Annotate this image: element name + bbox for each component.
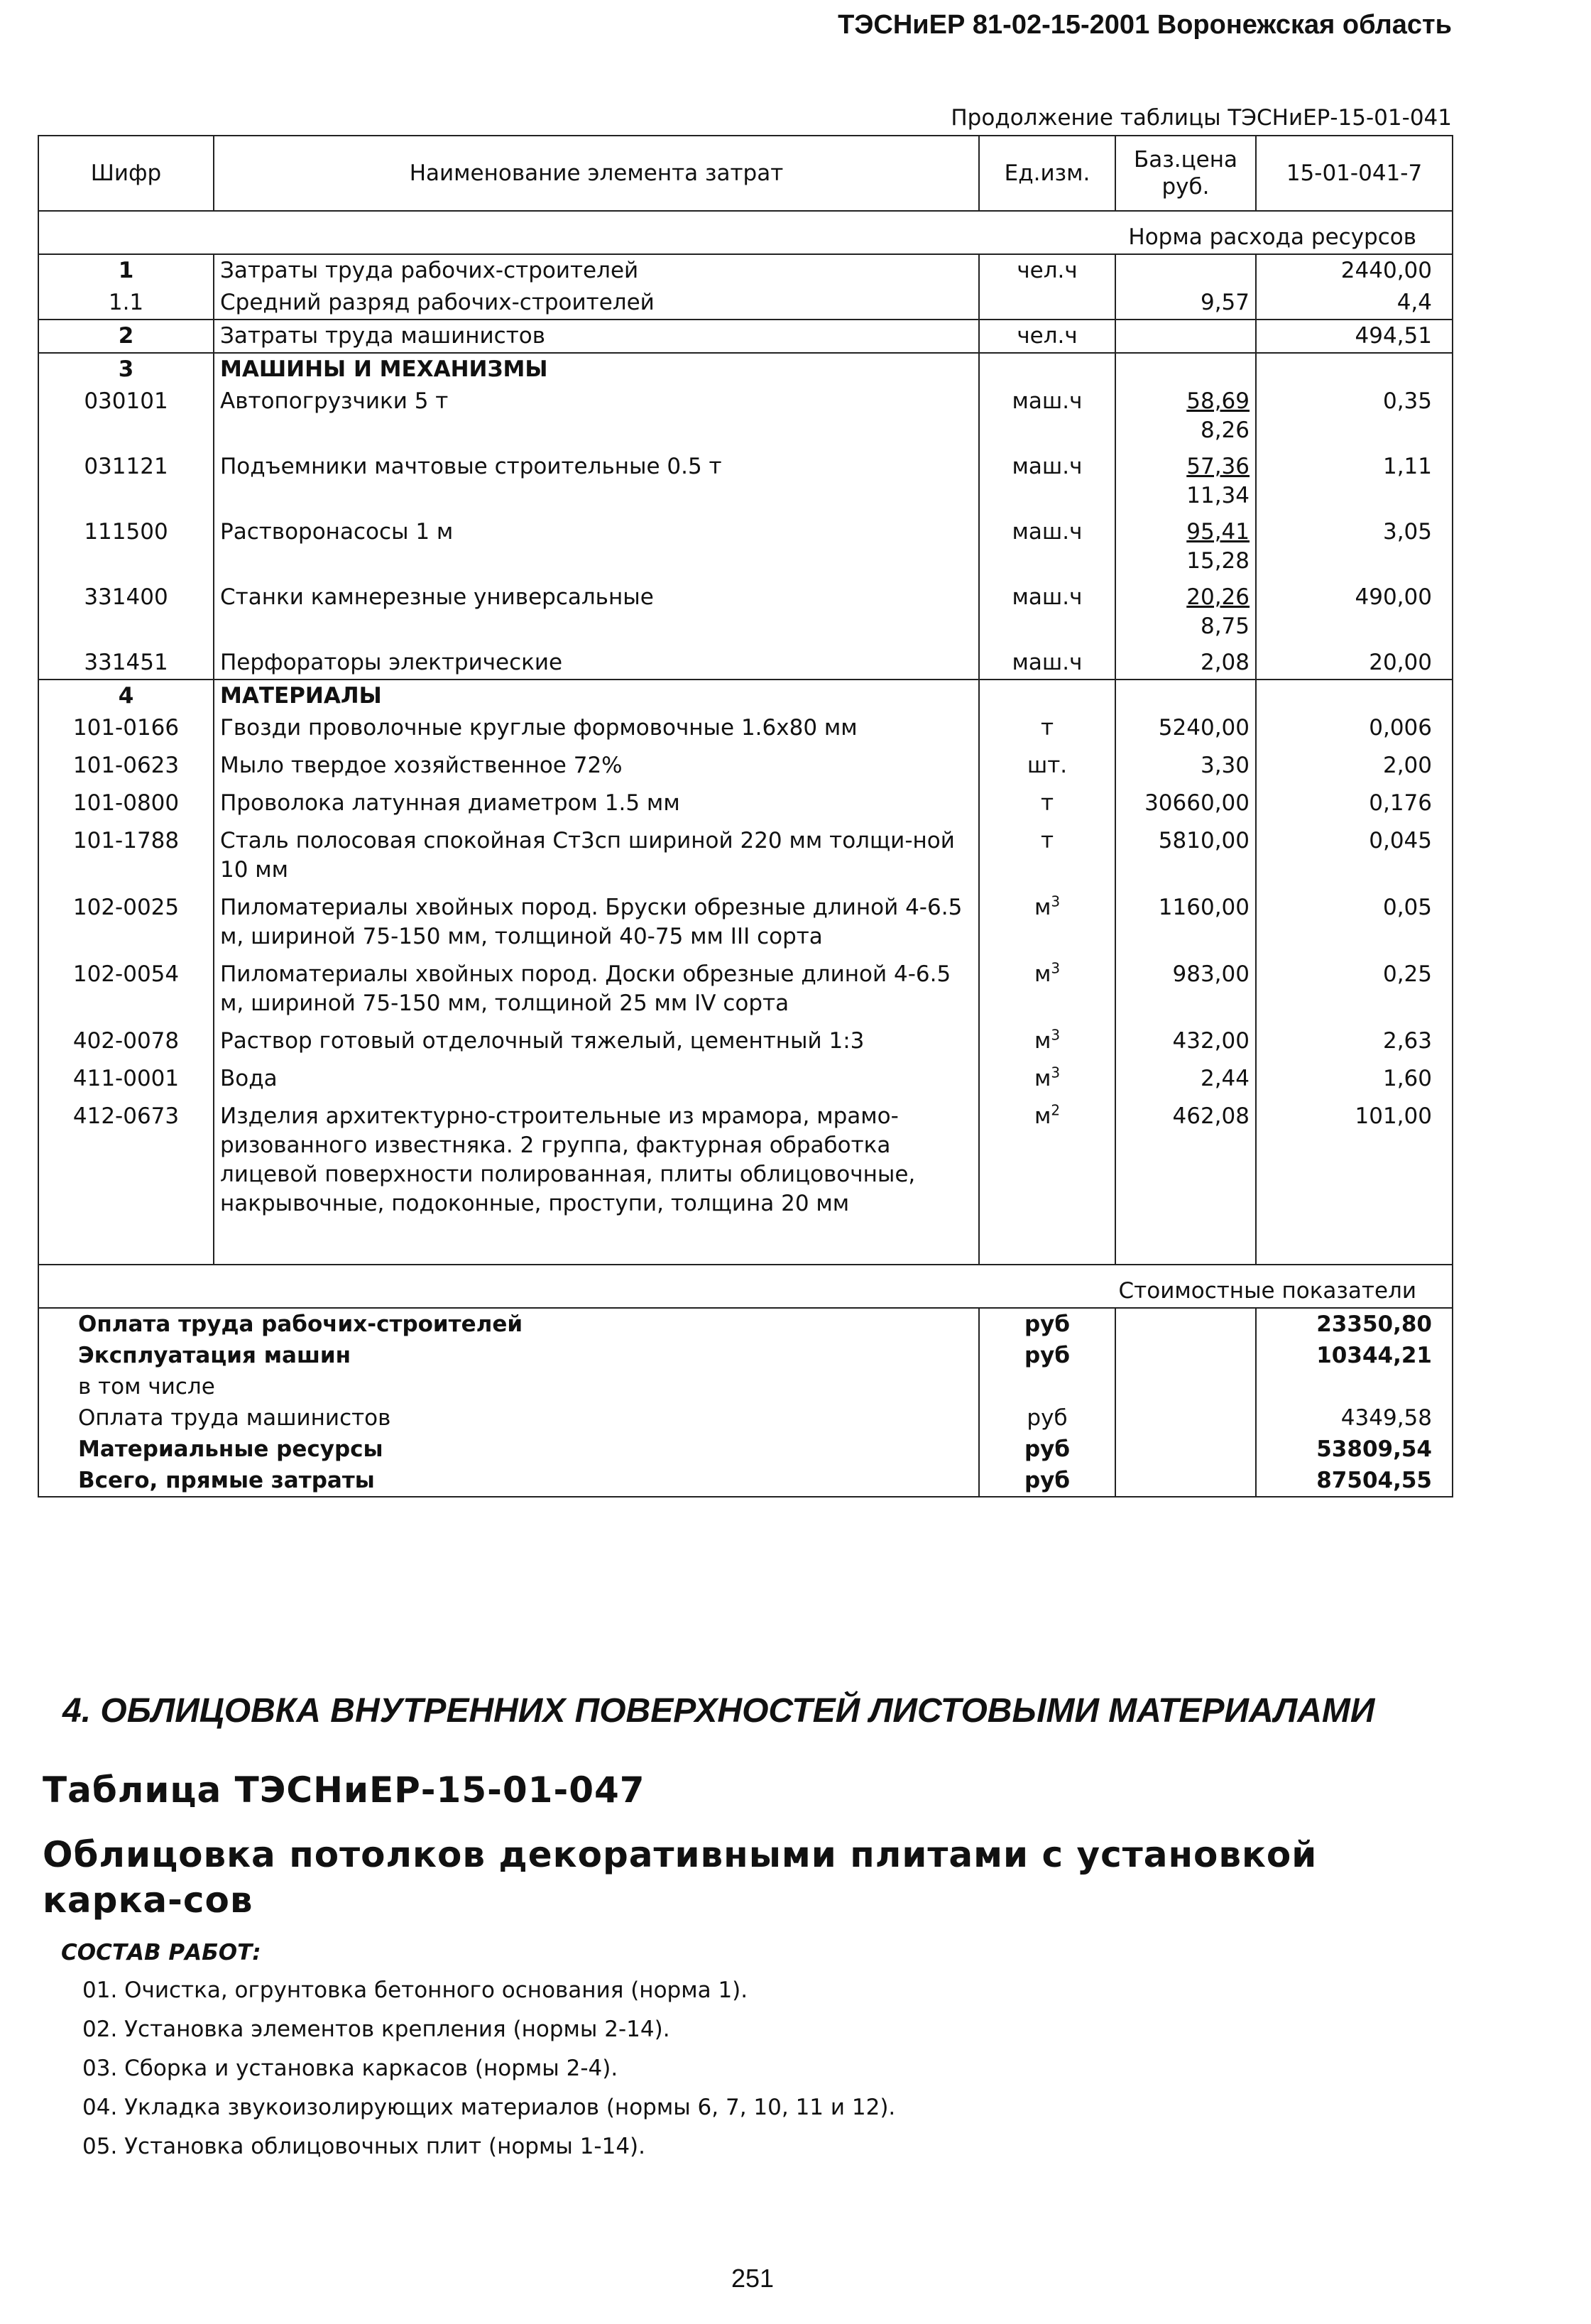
column-header-price: Баз.цена руб. [1115,136,1256,211]
row-value: 2,63 [1256,1025,1453,1063]
row-code: 031121 [38,451,214,516]
machine-price: 95,41 [1186,519,1250,545]
cost-row [38,1465,1453,1497]
cost-row [38,1434,1453,1465]
row-unit [979,1025,1115,1063]
row-unit [979,287,1115,320]
cost-value: 23350,80 [1256,1308,1453,1340]
empty-cell [1115,1308,1256,1340]
machinist-wage: 11,34 [1186,483,1250,508]
column-header-name: Наименование элемента затрат [214,136,979,211]
row-price: 462,08 [1115,1101,1256,1226]
machinist-wage: 8,75 [1200,613,1250,639]
row-name: Мыло твердое хозяйственное 72% [214,750,979,787]
row-unit: т [979,825,1115,892]
row-code: 101-0800 [38,787,214,825]
empty-cell [979,353,1115,386]
running-header: ТЭСНиЕР 81-02-15-2001 Воронежская область [838,10,1452,40]
work-item: 03. Сборка и установка каркасов (нормы 2-4). [82,2056,618,2081]
row-name: Пиломатериалы хвойных пород. Доски обрезные длиной 4-6.5 м, шириной 75-150 мм, толщиной 25 мм IV сорта [214,959,979,1025]
row-value: 0,25 [1256,959,1453,1025]
cost-unit: руб [979,1434,1115,1465]
cost-name: Оплата труда машинистов [38,1402,979,1434]
row-unit: маш.ч [979,582,1115,647]
work-item: 02. Установка элементов крепления (нормы 2-14). [82,2017,670,2042]
cost-value [1256,1371,1453,1402]
row-value: 1,60 [1256,1063,1453,1101]
row-value: 494,51 [1256,320,1453,353]
row-price [1115,451,1256,516]
row-name: Проволока латунная диаметром 1.5 мм [214,787,979,825]
row-code: 2 [38,320,214,353]
row-price: 5810,00 [1115,825,1256,892]
row-code: 101-0623 [38,750,214,787]
cost-value: 10344,21 [1256,1340,1453,1371]
machines-header-row [38,353,1453,386]
row-price: 2,08 [1115,647,1256,680]
empty-cell [979,1226,1115,1265]
row-unit-text: м [1034,895,1051,920]
row-price: 3,30 [1115,750,1256,787]
spacer-row [38,1226,1453,1265]
cost-row [38,1308,1453,1340]
row-value: 101,00 [1256,1101,1453,1226]
works-list [82,1971,895,2166]
row-unit: шт. [979,750,1115,787]
section-title: МАТЕРИАЛЫ [214,680,979,712]
table-row [38,787,1453,825]
empty-cell [38,1226,214,1265]
cost-unit: руб [979,1402,1115,1434]
row-unit: т [979,712,1115,750]
table-row [38,1101,1453,1226]
row-code: 1.1 [38,287,214,320]
row-value: 4,4 [1256,287,1453,320]
row-price: 983,00 [1115,959,1256,1025]
row-price: 5240,00 [1115,712,1256,750]
row-value: 3,05 [1256,516,1453,582]
row-unit: маш.ч [979,516,1115,582]
row-name: Подъемники мачтовые строительные 0.5 т [214,451,979,516]
empty-cell [1115,1340,1256,1371]
table-row [38,825,1453,892]
column-header-unit: Ед.изм. [979,136,1115,211]
row-name: Затраты труда рабочих-строителей [214,254,979,287]
cost-unit [979,1371,1115,1402]
machine-price: 20,26 [1186,584,1250,610]
table-header-row [38,136,1453,211]
row-price [1115,582,1256,647]
row-code: 030101 [38,386,214,451]
row-value: 1,11 [1256,451,1453,516]
row-name: Перфораторы электрические [214,647,979,680]
row-unit [979,1063,1115,1101]
row-code: 402-0078 [38,1025,214,1063]
cost-unit: руб [979,1465,1115,1497]
resource-norm-row [38,211,1453,254]
row-value: 2,00 [1256,750,1453,787]
section-code: 4 [38,680,214,712]
column-header-norm: 15-01-041-7 [1256,136,1453,211]
row-value: 0,05 [1256,892,1453,959]
row-name: Раствор готовый отделочный тяжелый, цементный 1:3 [214,1025,979,1063]
table-row [38,750,1453,787]
row-name: Сталь полосовая спокойная Ст3сп шириной 220 мм толщи-ной 10 мм [214,825,979,892]
cost-value: 4349,58 [1256,1402,1453,1434]
row-code: 102-0025 [38,892,214,959]
machinist-wage: 15,28 [1186,548,1250,574]
row-code: 331400 [38,582,214,647]
row-name: Изделия архитектурно-строительные из мрамора, мрамо-ризованного известняка. 2 группа, фактурная обработка лицевой поверхности полированная, плиты облицовочные, накрывочные, подоконные, проступи, толщина 20 мм [214,1101,979,1226]
superscript: 2 [1051,1101,1061,1119]
table-row [38,451,1453,516]
row-value: 0,35 [1256,386,1453,451]
table-continuation-caption: Продолжение таблицы ТЭСНиЕР-15-01-041 [951,105,1452,131]
empty-cell [1115,1434,1256,1465]
table-row [38,959,1453,1025]
empty-cell [1115,1371,1256,1402]
cost-indicators-row [38,1265,1453,1308]
row-value: 0,045 [1256,825,1453,892]
cost-value: 53809,54 [1256,1434,1453,1465]
row-code: 102-0054 [38,959,214,1025]
resource-table [38,135,1453,1497]
row-name: Затраты труда машинистов [214,320,979,353]
empty-cell [979,680,1115,712]
row-price: 2,44 [1115,1063,1256,1101]
table-row [38,386,1453,451]
row-name: Вода [214,1063,979,1101]
row-code: 412-0673 [38,1101,214,1226]
empty-cell [1256,680,1453,712]
row-unit-text: м [1034,1103,1051,1129]
row-unit [979,892,1115,959]
table-description: Облицовка потолков декоративными плитами с установкой карка-сов [43,1834,1318,1921]
cost-name: Оплата труда рабочих-строителей [38,1308,979,1340]
row-price: 432,00 [1115,1025,1256,1063]
table-row [38,287,1453,320]
row-code: 411-0001 [38,1063,214,1101]
row-value: 490,00 [1256,582,1453,647]
table-row [38,320,1453,353]
row-price: 9,57 [1115,287,1256,320]
table-row [38,712,1453,750]
machinist-wage: 8,26 [1200,418,1250,443]
machine-price: 58,69 [1186,388,1250,414]
empty-cell [1115,1226,1256,1265]
empty-cell [1115,1402,1256,1434]
section-heading: 4. ОБЛИЦОВКА ВНУТРЕННИХ ПОВЕРХНОСТЕЙ ЛИСТОВЫМИ МАТЕРИАЛАМИ [62,1692,1375,1730]
table-row [38,516,1453,582]
cost-name: Материальные ресурсы [38,1434,979,1465]
cost-name: Всего, прямые затраты [38,1465,979,1497]
cost-indicators-row-label: Стоимостные показатели [38,1265,1453,1308]
works-heading: СОСТАВ РАБОТ: [61,1940,261,1965]
superscript: 3 [1051,1026,1061,1044]
cost-unit: руб [979,1340,1115,1371]
empty-cell [1115,1465,1256,1497]
row-price [1115,254,1256,287]
work-item: 01. Очистка, огрунтовка бетонного основания (норма 1). [82,1977,748,2003]
table-title: Таблица ТЭСНиЕР-15-01-047 [43,1769,645,1811]
row-code: 1 [38,254,214,287]
row-name: Гвозди проволочные круглые формовочные 1.6х80 мм [214,712,979,750]
row-price [1115,516,1256,582]
row-unit-text: м [1034,1028,1051,1054]
cost-unit: руб [979,1308,1115,1340]
work-item: 04. Укладка звукоизолирующих материалов (нормы 6, 7, 10, 11 и 12). [82,2095,896,2120]
empty-cell [1256,1226,1453,1265]
row-price: 1160,00 [1115,892,1256,959]
section-title: МАШИНЫ И МЕХАНИЗМЫ [214,353,979,386]
row-unit [979,1101,1115,1226]
row-unit: т [979,787,1115,825]
row-code: 111500 [38,516,214,582]
row-price [1115,320,1256,353]
superscript: 3 [1051,1064,1061,1081]
row-price [1115,386,1256,451]
row-unit-text: м [1034,961,1051,987]
work-item: 05. Установка облицовочных плит (нормы 1-14). [82,2134,645,2159]
row-unit: маш.ч [979,386,1115,451]
row-price: 30660,00 [1115,787,1256,825]
row-unit: маш.ч [979,451,1115,516]
row-unit: чел.ч [979,320,1115,353]
table-row [38,582,1453,647]
row-name: Станки камнерезные универсальные [214,582,979,647]
materials-header-row [38,680,1453,712]
empty-cell [1115,680,1256,712]
row-name: Растворонасосы 1 м [214,516,979,582]
row-unit [979,959,1115,1025]
row-value: 20,00 [1256,647,1453,680]
row-unit: чел.ч [979,254,1115,287]
empty-cell [214,1226,979,1265]
cost-row [38,1340,1453,1371]
table-row [38,1025,1453,1063]
section-code: 3 [38,353,214,386]
resource-norm-row-label: Норма расхода ресурсов [38,211,1453,254]
row-name: Автопогрузчики 5 т [214,386,979,451]
cost-row [38,1371,1453,1402]
column-header-code: Шифр [38,136,214,211]
row-code: 101-0166 [38,712,214,750]
row-value: 0,176 [1256,787,1453,825]
row-value: 2440,00 [1256,254,1453,287]
cost-value: 87504,55 [1256,1465,1453,1497]
page-number: 251 [731,2264,775,2293]
superscript: 3 [1051,893,1061,910]
table-row [38,254,1453,287]
row-value: 0,006 [1256,712,1453,750]
table-row [38,892,1453,959]
cost-row [38,1402,1453,1434]
empty-cell [1256,353,1453,386]
cost-name: в том числе [38,1371,979,1402]
row-name: Средний разряд рабочих-строителей [214,287,979,320]
table-row [38,1063,1453,1101]
superscript: 3 [1051,959,1061,977]
row-unit: маш.ч [979,647,1115,680]
cost-name: Эксплуатация машин [38,1340,979,1371]
table-row [38,647,1453,680]
row-code: 331451 [38,647,214,680]
row-name: Пиломатериалы хвойных пород. Бруски обрезные длиной 4-6.5 м, шириной 75-150 мм, толщиной 40-75 мм III сорта [214,892,979,959]
row-code: 101-1788 [38,825,214,892]
machine-price: 57,36 [1186,454,1250,479]
row-unit-text: м [1034,1066,1051,1091]
empty-cell [1115,353,1256,386]
